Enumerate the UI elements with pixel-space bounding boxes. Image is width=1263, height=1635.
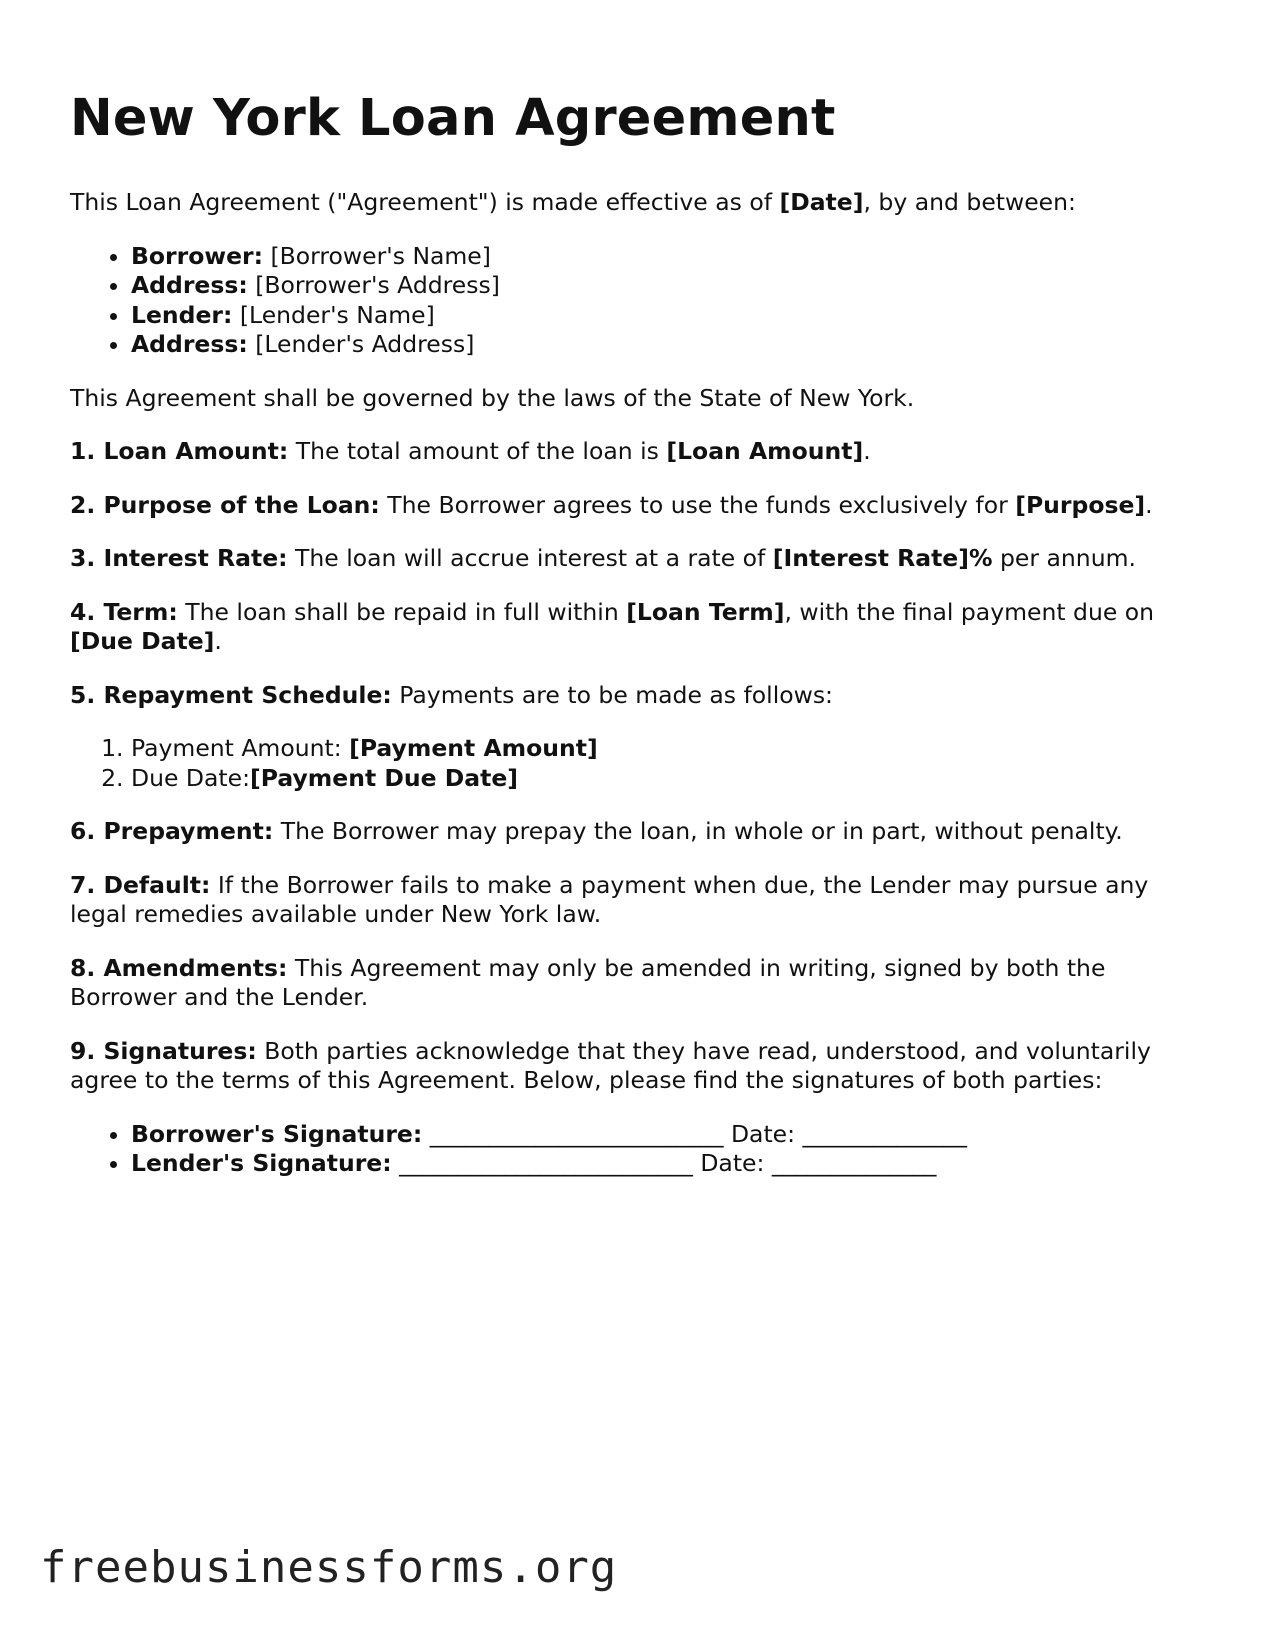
- section-heading: 9. Signatures:: [70, 1036, 257, 1065]
- interest-rate-field: [Interest Rate]%: [772, 544, 993, 572]
- section-term: [70, 598, 1200, 657]
- section-signatures: [70, 1037, 1200, 1096]
- payment-amount-field: [Payment Amount]: [349, 734, 598, 762]
- party-value: [Lender's Name]: [232, 300, 435, 329]
- signature-label: Lender's Signature:: [131, 1149, 392, 1177]
- section-text: The loan will accrue interest at a rate of: [287, 544, 773, 572]
- document-page: [70, 84, 1200, 1203]
- purpose-field: [Purpose]: [1015, 490, 1146, 519]
- section-text-end: .: [1145, 490, 1153, 519]
- loan-amount-field: [Loan Amount]: [666, 437, 864, 465]
- signature-line: _________________________ Date: ______________: [391, 1149, 937, 1177]
- party-label: Address:: [131, 271, 248, 299]
- party-value: [Borrower's Address]: [247, 271, 500, 299]
- party-value: [Lender's Address]: [247, 330, 475, 358]
- section-text: The total amount of the loan is: [288, 437, 667, 465]
- schedule-label: Due Date:: [131, 763, 251, 792]
- signature-list: [70, 1120, 1200, 1179]
- intro-text-end: , by and between:: [863, 188, 1076, 216]
- section-heading: 8. Amendments:: [70, 953, 288, 982]
- repayment-schedule-list: [70, 734, 1200, 793]
- section-text: The Borrower may prepay the loan, in whole or in part, without penalty.: [273, 817, 1123, 845]
- section-heading: 2. Purpose of the Loan:: [70, 490, 380, 519]
- section-text: The Borrower agrees to use the funds exclusively for: [379, 490, 1016, 519]
- list-item: [131, 764, 1200, 794]
- section-heading: 5. Repayment Schedule:: [70, 680, 392, 709]
- section-default: [70, 871, 1200, 930]
- party-label: Lender:: [131, 300, 233, 329]
- section-heading: 7. Default:: [70, 870, 211, 899]
- payment-due-date-field: [Payment Due Date]: [250, 763, 519, 792]
- list-item: [131, 301, 1200, 331]
- section-text-mid: , with the final payment due on: [784, 597, 1155, 626]
- party-value: [Borrower's Name]: [263, 241, 491, 270]
- section-interest-rate: [70, 544, 1200, 574]
- section-text-end: .: [214, 627, 222, 655]
- schedule-label: Payment Amount:: [131, 734, 350, 762]
- section-heading: 6. Prepayment:: [70, 817, 274, 845]
- list-item: [131, 330, 1200, 360]
- section-text: The loan shall be repaid in full within: [177, 597, 627, 626]
- section-heading: 3. Interest Rate:: [70, 544, 288, 572]
- effective-date-field: [Date]: [779, 188, 864, 216]
- section-text: If the Borrower fails to make a payment when due, the Lender may pursue any legal remedies available under New York law.: [70, 870, 1149, 928]
- section-prepayment: [70, 817, 1200, 847]
- list-item: [131, 242, 1200, 272]
- party-label: Address:: [131, 330, 248, 358]
- list-item: [131, 1149, 1200, 1179]
- site-watermark: freebusinessforms.org: [40, 1542, 618, 1593]
- section-repayment-schedule: [70, 681, 1200, 711]
- list-item: [131, 271, 1200, 301]
- due-date-field: [Due Date]: [70, 627, 215, 655]
- section-text: Both parties acknowledge that they have read, understood, and voluntarily agree to the terms of this Agreement. Below, please find the signatures of both parties:: [70, 1036, 1151, 1094]
- section-heading: 1. Loan Amount:: [70, 437, 289, 465]
- section-purpose: [70, 491, 1200, 521]
- intro-paragraph: [70, 188, 1200, 218]
- section-text: Payments are to be made as follows:: [391, 680, 833, 709]
- section-amendments: [70, 954, 1200, 1013]
- loan-term-field: [Loan Term]: [626, 597, 785, 626]
- section-loan-amount: [70, 437, 1200, 467]
- section-text: This Agreement may only be amended in writing, signed by both the Borrower and the Lender.: [70, 953, 1106, 1011]
- intro-text: This Loan Agreement ("Agreement") is made effective as of: [70, 188, 780, 216]
- list-item: [131, 1120, 1200, 1150]
- governing-law-paragraph: This Agreement shall be governed by the laws of the State of New York.: [70, 383, 915, 412]
- section-text-end: .: [863, 437, 871, 465]
- party-label: Borrower:: [131, 241, 264, 270]
- parties-list: [70, 242, 1200, 360]
- list-item: [131, 734, 1200, 764]
- signature-label: Borrower's Signature:: [131, 1119, 423, 1148]
- section-text-end: per annum.: [992, 544, 1136, 572]
- signature-line: _________________________ Date: ______________: [422, 1119, 968, 1148]
- section-heading: 4. Term:: [70, 597, 178, 626]
- document-title: New York Loan Agreement: [70, 89, 836, 148]
